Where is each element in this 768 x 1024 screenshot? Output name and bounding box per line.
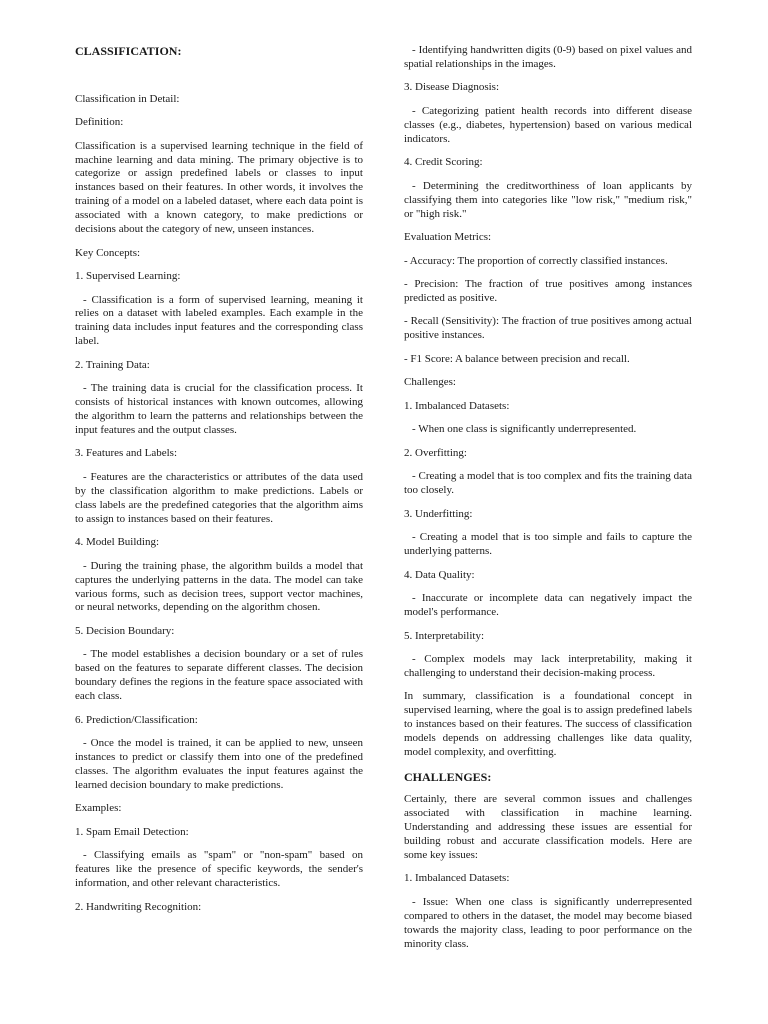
paragraph: 1. Imbalanced Datasets: <box>404 399 510 412</box>
paragraph: In summary, classification is a foundational concept in supervised learning, where the goal is to assign predefined labels to instances based on their features. The success of classification models depends on addressing challenges like data quality, model complexity, and overfitting. <box>404 690 692 759</box>
right-column <box>404 44 692 961</box>
paragraph: 2. Training Data: <box>75 358 150 371</box>
paragraph: 2. Handwriting Recognition: <box>75 900 202 913</box>
indented-paragraph: - Classification is a form of supervised learning, meaning it relies on a dataset with labeled examples. Each example in the training data includes input features and the corresponding class label. <box>75 293 363 348</box>
paragraph: - Accuracy: The proportion of correctly classified instances. <box>404 254 668 267</box>
paragraph: Certainly, there are several common issues and challenges associated with classification in machine learning. Understanding and addressing these issues are essential for building robust and accurate classification models. Here are some key issues: <box>404 793 692 861</box>
indented-paragraph: - Classifying emails as "spam" or "non-spam" based on features like the presence of specific keywords, the sender's information, and other relevant characteristics. <box>75 849 363 890</box>
paragraph: 4. Data Quality: <box>404 568 475 581</box>
paragraph: Definition: <box>75 116 124 129</box>
paragraph: Key Concepts: <box>75 246 141 259</box>
indented-paragraph: - During the training phase, the algorithm builds a model that captures the underlying patterns in the data. The model can take various forms, such as decision trees, support vector machines, or neural networks, depending on the algorithm chosen. <box>75 559 363 614</box>
indented-paragraph: - Issue: When one class is significantly underrepresented compared to others in the dataset, the model may become biased towards the majority class, leading to poor performance on the minority class. <box>404 895 692 950</box>
paragraph: 6. Prediction/Classification: <box>75 713 198 726</box>
indented-paragraph: - Complex models may lack interpretability, making it challenging to understand their decision-making process. <box>404 653 692 679</box>
indented-paragraph: - Identifying handwritten digits (0-9) based on pixel values and spatial relationships in the images. <box>404 44 692 70</box>
paragraph: Examples: <box>75 802 122 815</box>
indented-paragraph: - Creating a model that is too simple and fails to capture the underlying patterns. <box>404 531 692 558</box>
paragraph: 1. Imbalanced Datasets: <box>404 872 510 885</box>
paragraph: 4. Credit Scoring: <box>404 156 483 169</box>
paragraph: Classification is a supervised learning technique in the field of machine learning and data mining. The primary objective is to categorize or assign predefined labels or classes to input instances based on their features. In other words, it involves the training of a model on a labeled dataset, where each data point is associated with a known category, to make predictions or decisions about the category of new, unseen instances. <box>75 139 363 236</box>
paragraph: 2. Overfitting: <box>404 446 467 459</box>
paragraph: - Recall (Sensitivity): The fraction of true positives among actual positive instances. <box>404 315 692 342</box>
paragraph: 3. Underfitting: <box>404 507 473 520</box>
spacer <box>75 68 363 93</box>
paragraph: 1. Spam Email Detection: <box>75 825 189 838</box>
indented-paragraph: - Features are the characteristics or attributes of the data used by the classification algorithm to make predictions. Labels or class labels are the predefined categories that the algorithm aims to assign to instances based on their features. <box>75 470 363 525</box>
paragraph: 1. Supervised Learning: <box>75 270 181 283</box>
paragraph: Evaluation Metrics: <box>404 231 492 244</box>
paragraph: Classification in Detail: <box>75 92 180 105</box>
indented-paragraph: - The training data is crucial for the classification process. It consists of historical instances with known outcomes, allowing the algorithm to learn the patterns and relationships between the input features and the output classes. <box>75 382 363 436</box>
paragraph: 3. Disease Diagnosis: <box>404 81 500 94</box>
indented-paragraph: - The model establishes a decision boundary or a set of rules based on the features to separate different classes. The decision boundary defines the regions in the feature space associated with each class. <box>75 648 363 703</box>
indented-paragraph: - Categorizing patient health records into different disease classes (e.g., diabetes, hypertension) based on various medical indicators. <box>404 104 692 145</box>
section-heading-challenges: CHALLENGES: <box>404 769 492 784</box>
paragraph: Challenges: <box>404 376 456 389</box>
indented-paragraph: - Creating a model that is too complex and fits the training data too closely. <box>404 470 692 497</box>
indented-paragraph: - Inaccurate or incomplete data can negatively impact the model's performance. <box>404 592 692 619</box>
section-heading-classification: CLASSIFICATION: <box>75 44 182 58</box>
indented-paragraph: - When one class is significantly underrepresented. <box>412 423 637 436</box>
paragraph: 5. Decision Boundary: <box>75 624 175 637</box>
paragraph: 4. Model Building: <box>75 536 160 549</box>
paragraph: 3. Features and Labels: <box>75 447 178 460</box>
paragraph: 5. Interpretability: <box>404 629 485 642</box>
left-column <box>75 44 363 924</box>
indented-paragraph: - Determining the creditworthiness of loan applicants by classifying them into categories like "low risk," "medium risk," or "high risk." <box>404 179 692 220</box>
paragraph: - Precision: The fraction of true positives among instances predicted as positive. <box>404 278 692 304</box>
paragraph: - F1 Score: A balance between precision and recall. <box>404 352 630 365</box>
indented-paragraph: - Once the model is trained, it can be applied to new, unseen instances to predict or classify them into one of the predefined classes. The algorithm evaluates the input features against the learned decision boundary to make predictions. <box>75 737 363 791</box>
